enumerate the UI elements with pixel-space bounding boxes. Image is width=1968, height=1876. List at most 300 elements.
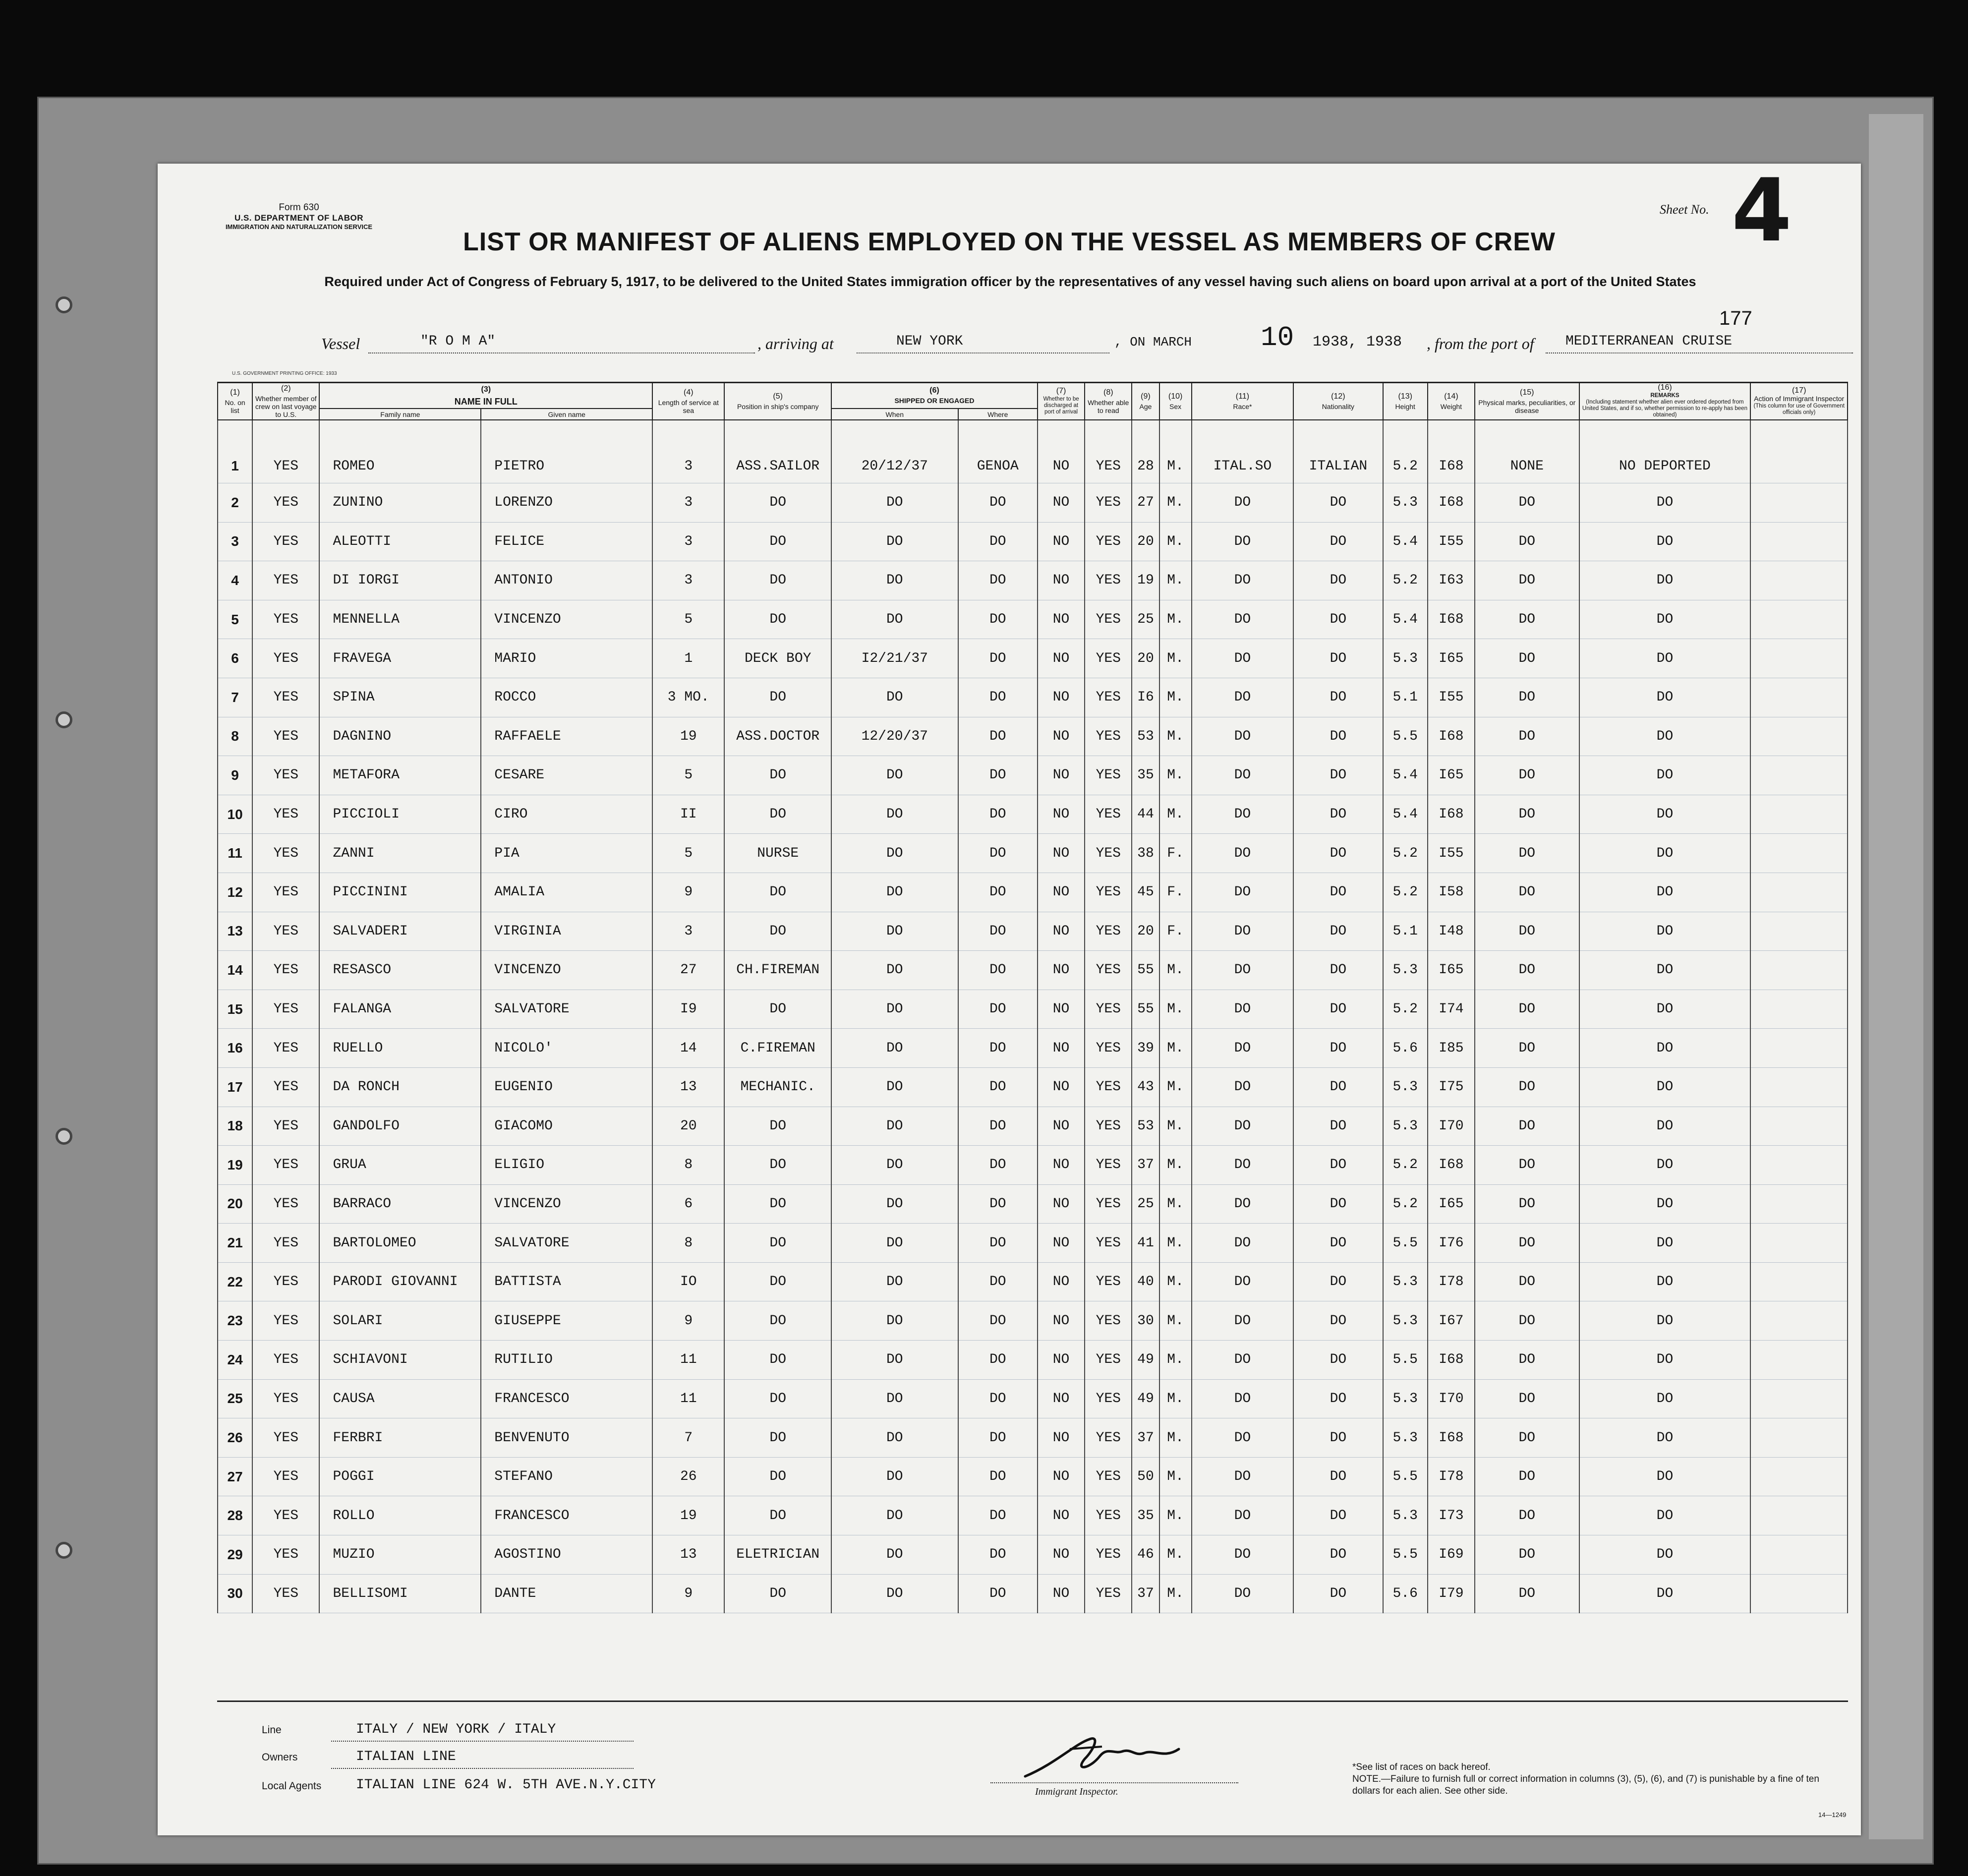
physical-marks-cell: DO xyxy=(1475,1418,1579,1458)
position-cell: DO xyxy=(724,990,831,1029)
sex-cell: M. xyxy=(1159,1107,1192,1146)
form-number: Form 630 xyxy=(279,202,319,213)
position-cell: NURSE xyxy=(724,834,831,873)
service-length-cell: 5 xyxy=(652,834,724,873)
shipped-when-cell: DO xyxy=(831,1262,958,1301)
row-number: 2 xyxy=(218,483,252,523)
nationality-cell: DO xyxy=(1293,678,1383,717)
family-name-cell: FERBRI xyxy=(319,1418,481,1458)
race-cell: DO xyxy=(1192,1418,1293,1458)
sex-cell: M. xyxy=(1159,1184,1192,1224)
binder-hole xyxy=(56,296,72,313)
binder-hole xyxy=(56,1542,72,1559)
table-row xyxy=(218,639,1848,678)
given-name-cell: VINCENZO xyxy=(481,1184,652,1224)
inspector-label: Immigrant Inspector. xyxy=(1035,1786,1118,1797)
crew-last-voyage-cell: YES xyxy=(252,951,319,990)
shipped-where-cell: DO xyxy=(958,795,1038,834)
inspector-action-cell xyxy=(1750,1301,1848,1341)
position-cell: DO xyxy=(724,1224,831,1263)
family-name-cell: PICCIOLI xyxy=(319,795,481,834)
table-row xyxy=(218,717,1848,756)
age-cell: 25 xyxy=(1132,1184,1159,1224)
sex-cell: M. xyxy=(1159,717,1192,756)
discharged-cell: NO xyxy=(1038,1301,1085,1341)
inspector-action-cell xyxy=(1750,522,1848,561)
family-name-cell: SPINA xyxy=(319,678,481,717)
weight-cell: I55 xyxy=(1428,522,1475,561)
family-name-cell: MUZIO xyxy=(319,1535,481,1575)
crew-last-voyage-cell: YES xyxy=(252,717,319,756)
shipped-where-cell: DO xyxy=(958,912,1038,951)
shipped-where-cell: DO xyxy=(958,1224,1038,1263)
given-name-cell: SALVATORE xyxy=(481,990,652,1029)
shipped-when-cell: DO xyxy=(831,1457,958,1496)
position-cell: DO xyxy=(724,1262,831,1301)
shipped-where-cell: DO xyxy=(958,678,1038,717)
weight-cell: I68 xyxy=(1428,483,1475,523)
physical-marks-cell: DO xyxy=(1475,639,1579,678)
crew-last-voyage-cell: YES xyxy=(252,795,319,834)
race-cell: DO xyxy=(1192,678,1293,717)
crew-last-voyage-cell: YES xyxy=(252,1379,319,1418)
position-cell: C.FIREMAN xyxy=(724,1029,831,1068)
shipped-when-cell: 20/12/37 xyxy=(831,420,958,483)
arriving-label: , arriving at xyxy=(757,335,834,352)
service-length-cell: I9 xyxy=(652,990,724,1029)
height-cell: 5.2 xyxy=(1383,990,1428,1029)
height-cell: 5.3 xyxy=(1383,1301,1428,1341)
physical-marks-cell: DO xyxy=(1475,1224,1579,1263)
age-cell: 20 xyxy=(1132,639,1159,678)
height-cell: 5.2 xyxy=(1383,834,1428,873)
table-row xyxy=(218,1341,1848,1380)
height-cell: 5.5 xyxy=(1383,1224,1428,1263)
weight-cell: I69 xyxy=(1428,1535,1475,1575)
remarks-cell: DO xyxy=(1579,1496,1751,1535)
height-cell: 5.5 xyxy=(1383,1457,1428,1496)
discharged-cell: NO xyxy=(1038,873,1085,912)
nationality-cell: DO xyxy=(1293,483,1383,523)
able-to-read-cell: YES xyxy=(1085,912,1132,951)
inspector-action-cell xyxy=(1750,1184,1848,1224)
page-title: LIST OR MANIFEST OF ALIENS EMPLOYED ON THE VESSEL AS MEMBERS OF CREW xyxy=(463,228,1556,256)
position-cell: ELETRICIAN xyxy=(724,1535,831,1575)
service-length-cell: 20 xyxy=(652,1107,724,1146)
shipped-when-cell: I2/21/37 xyxy=(831,639,958,678)
able-to-read-cell: YES xyxy=(1085,795,1132,834)
able-to-read-cell: YES xyxy=(1085,522,1132,561)
given-name-cell: CESARE xyxy=(481,756,652,795)
height-cell: 5.4 xyxy=(1383,522,1428,561)
shipped-where-cell: DO xyxy=(958,756,1038,795)
row-number: 9 xyxy=(218,756,252,795)
row-number: 16 xyxy=(218,1029,252,1068)
owners-rule xyxy=(331,1768,634,1769)
sex-cell: M. xyxy=(1159,1535,1192,1575)
family-name-cell: FALANGA xyxy=(319,990,481,1029)
given-name-cell: ELIGIO xyxy=(481,1146,652,1185)
height-cell: 5.4 xyxy=(1383,795,1428,834)
table-row xyxy=(218,1184,1848,1224)
crew-last-voyage-cell: YES xyxy=(252,1418,319,1458)
table-row xyxy=(218,990,1848,1029)
inspector-action-cell xyxy=(1750,1457,1848,1496)
sex-cell: M. xyxy=(1159,951,1192,990)
race-cell: DO xyxy=(1192,1457,1293,1496)
family-name-cell: DA RONCH xyxy=(319,1067,481,1107)
discharged-cell: NO xyxy=(1038,483,1085,523)
given-name-cell: SALVATORE xyxy=(481,1224,652,1263)
race-cell: DO xyxy=(1192,1146,1293,1185)
column-header-remarks: (16) REMARKS (Including statement whether alien ever ordered deported from United States, and if so, whether permission to re-apply has been obtained) xyxy=(1579,383,1751,420)
discharged-cell: NO xyxy=(1038,756,1085,795)
service-length-cell: 7 xyxy=(652,1418,724,1458)
physical-marks-cell: DO xyxy=(1475,1574,1579,1613)
family-name-cell: ROLLO xyxy=(319,1496,481,1535)
service-length-cell: 9 xyxy=(652,1301,724,1341)
remarks-cell: DO xyxy=(1579,1301,1751,1341)
age-cell: 41 xyxy=(1132,1224,1159,1263)
able-to-read-cell: YES xyxy=(1085,561,1132,600)
remarks-cell: DO xyxy=(1579,1457,1751,1496)
row-number: 13 xyxy=(218,912,252,951)
position-cell: DO xyxy=(724,600,831,639)
weight-cell: I68 xyxy=(1428,795,1475,834)
shipped-where-cell: DO xyxy=(958,639,1038,678)
sex-cell: M. xyxy=(1159,420,1192,483)
able-to-read-cell: YES xyxy=(1085,1535,1132,1575)
table-row xyxy=(218,1535,1848,1575)
service-length-cell: 3 xyxy=(652,912,724,951)
physical-marks-cell: DO xyxy=(1475,522,1579,561)
position-cell: MECHANIC. xyxy=(724,1067,831,1107)
given-name-cell: FRANCESCO xyxy=(481,1379,652,1418)
able-to-read-cell: YES xyxy=(1085,1418,1132,1458)
remarks-cell: DO xyxy=(1579,483,1751,523)
shipped-where-cell: DO xyxy=(958,1029,1038,1068)
table-row xyxy=(218,1457,1848,1496)
table-row xyxy=(218,795,1848,834)
age-cell: 55 xyxy=(1132,951,1159,990)
sex-cell: M. xyxy=(1159,1224,1192,1263)
position-cell: DO xyxy=(724,1496,831,1535)
shipped-when-cell: DO xyxy=(831,756,958,795)
physical-marks-cell: DO xyxy=(1475,600,1579,639)
nationality-cell: DO xyxy=(1293,1574,1383,1613)
age-cell: 35 xyxy=(1132,756,1159,795)
remarks-cell: DO xyxy=(1579,912,1751,951)
able-to-read-cell: YES xyxy=(1085,1146,1132,1185)
row-number: 11 xyxy=(218,834,252,873)
family-name-cell: DAGNINO xyxy=(319,717,481,756)
local-agents-label: Local Agents xyxy=(262,1780,322,1792)
able-to-read-cell: YES xyxy=(1085,1067,1132,1107)
weight-cell: I78 xyxy=(1428,1457,1475,1496)
crew-last-voyage-cell: YES xyxy=(252,1029,319,1068)
sex-cell: M. xyxy=(1159,1301,1192,1341)
discharged-cell: NO xyxy=(1038,1418,1085,1458)
weight-cell: I70 xyxy=(1428,1107,1475,1146)
able-to-read-cell: YES xyxy=(1085,756,1132,795)
shipped-when-cell: DO xyxy=(831,834,958,873)
manifest-footer xyxy=(217,1700,1848,1821)
shipped-when-cell: DO xyxy=(831,1496,958,1535)
position-cell: DO xyxy=(724,1574,831,1613)
position-cell: DO xyxy=(724,795,831,834)
race-cell: DO xyxy=(1192,1574,1293,1613)
able-to-read-cell: YES xyxy=(1085,951,1132,990)
position-cell: DO xyxy=(724,678,831,717)
page-stamp-number: 177 xyxy=(1719,307,1752,329)
vessel-rule xyxy=(368,352,755,353)
shipped-where-cell: DO xyxy=(958,1146,1038,1185)
nationality-cell: DO xyxy=(1293,1535,1383,1575)
shipped-where-cell: DO xyxy=(958,1574,1038,1613)
nationality-cell: DO xyxy=(1293,1224,1383,1263)
crew-last-voyage-cell: YES xyxy=(252,873,319,912)
table-row xyxy=(218,1418,1848,1458)
table-row xyxy=(218,600,1848,639)
shipped-where-cell: DO xyxy=(958,1496,1038,1535)
discharged-cell: NO xyxy=(1038,1262,1085,1301)
height-cell: 5.5 xyxy=(1383,1341,1428,1380)
table-row xyxy=(218,1146,1848,1185)
position-cell: DO xyxy=(724,1418,831,1458)
table-row xyxy=(218,1067,1848,1107)
service-length-cell: 3 xyxy=(652,561,724,600)
family-name-cell: ALEOTTI xyxy=(319,522,481,561)
crew-last-voyage-cell: YES xyxy=(252,678,319,717)
position-cell: CH.FIREMAN xyxy=(724,951,831,990)
race-cell: DO xyxy=(1192,522,1293,561)
remarks-cell: DO xyxy=(1579,1224,1751,1263)
age-cell: 39 xyxy=(1132,1029,1159,1068)
inspector-action-cell xyxy=(1750,873,1848,912)
crew-last-voyage-cell: YES xyxy=(252,561,319,600)
physical-marks-cell: NONE xyxy=(1475,420,1579,483)
department-name: U.S. DEPARTMENT OF LABOR xyxy=(234,213,364,223)
shipped-when-cell: DO xyxy=(831,912,958,951)
height-cell: 5.3 xyxy=(1383,1262,1428,1301)
weight-cell: I65 xyxy=(1428,951,1475,990)
sex-cell: M. xyxy=(1159,1379,1192,1418)
given-name-cell: LORENZO xyxy=(481,483,652,523)
inspector-rule xyxy=(990,1782,1238,1783)
able-to-read-cell: YES xyxy=(1085,639,1132,678)
manifest-sheet xyxy=(158,161,1861,1835)
physical-marks-cell: DO xyxy=(1475,1029,1579,1068)
given-name-cell: DANTE xyxy=(481,1574,652,1613)
sex-cell: M. xyxy=(1159,1574,1192,1613)
service-length-cell: 13 xyxy=(652,1535,724,1575)
given-name-cell: ANTONIO xyxy=(481,561,652,600)
discharged-cell: NO xyxy=(1038,1496,1085,1535)
shipped-when-cell: DO xyxy=(831,1379,958,1418)
sex-cell: M. xyxy=(1159,1262,1192,1301)
races-note: *See list of races on back hereof. xyxy=(1352,1762,1491,1772)
service-length-cell: 8 xyxy=(652,1146,724,1185)
shipped-when-cell: DO xyxy=(831,561,958,600)
position-cell: DO xyxy=(724,1457,831,1496)
shipped-where-cell: DO xyxy=(958,1535,1038,1575)
owners-label: Owners xyxy=(262,1752,298,1763)
shipped-when-cell: DO xyxy=(831,1418,958,1458)
age-cell: 53 xyxy=(1132,717,1159,756)
row-number: 1 xyxy=(218,420,252,483)
shipped-where-cell: DO xyxy=(958,1418,1038,1458)
position-cell: DO xyxy=(724,561,831,600)
sheet-number: 4 xyxy=(1732,161,1792,261)
table-row xyxy=(218,1029,1848,1068)
age-cell: 19 xyxy=(1132,561,1159,600)
physical-marks-cell: DO xyxy=(1475,1341,1579,1380)
sex-cell: M. xyxy=(1159,1496,1192,1535)
inspector-action-cell xyxy=(1750,1262,1848,1301)
row-number: 8 xyxy=(218,717,252,756)
height-cell: 5.3 xyxy=(1383,639,1428,678)
remarks-cell: DO xyxy=(1579,1107,1751,1146)
shipped-where-cell: DO xyxy=(958,483,1038,523)
service-length-cell: 26 xyxy=(652,1457,724,1496)
column-header-sex: (10) Sex xyxy=(1159,383,1192,420)
physical-marks-cell: DO xyxy=(1475,756,1579,795)
able-to-read-cell: YES xyxy=(1085,1341,1132,1380)
family-name-cell: CAUSA xyxy=(319,1379,481,1418)
race-cell: DO xyxy=(1192,1301,1293,1341)
table-row xyxy=(218,1574,1848,1613)
remarks-cell: DO xyxy=(1579,1262,1751,1301)
shipped-when-cell: DO xyxy=(831,795,958,834)
height-cell: 5.2 xyxy=(1383,420,1428,483)
discharged-cell: NO xyxy=(1038,1535,1085,1575)
weight-cell: I68 xyxy=(1428,1146,1475,1185)
service-length-cell: 19 xyxy=(652,717,724,756)
physical-marks-cell: DO xyxy=(1475,873,1579,912)
family-name-cell: PARODI GIOVANNI xyxy=(319,1262,481,1301)
crew-last-voyage-cell: YES xyxy=(252,639,319,678)
race-cell: DO xyxy=(1192,795,1293,834)
inspector-action-cell xyxy=(1750,1107,1848,1146)
from-port: MEDITERRANEAN CRUISE xyxy=(1565,334,1733,349)
weight-cell: I85 xyxy=(1428,1029,1475,1068)
discharged-cell: NO xyxy=(1038,1457,1085,1496)
discharged-cell: NO xyxy=(1038,1067,1085,1107)
shipped-where-cell: DO xyxy=(958,1184,1038,1224)
inspector-action-cell xyxy=(1750,1496,1848,1535)
age-cell: 35 xyxy=(1132,1496,1159,1535)
service-length-cell: 13 xyxy=(652,1067,724,1107)
shipped-when-cell: DO xyxy=(831,1107,958,1146)
race-cell: ITAL.SO xyxy=(1192,420,1293,483)
weight-cell: I79 xyxy=(1428,1574,1475,1613)
inspector-action-cell xyxy=(1750,1341,1848,1380)
age-cell: 53 xyxy=(1132,1107,1159,1146)
height-cell: 5.3 xyxy=(1383,483,1428,523)
position-cell: DO xyxy=(724,1184,831,1224)
nationality-cell: DO xyxy=(1293,990,1383,1029)
shipped-where-cell: DO xyxy=(958,1379,1038,1418)
shipped-when-cell: DO xyxy=(831,1184,958,1224)
race-cell: DO xyxy=(1192,834,1293,873)
weight-cell: I73 xyxy=(1428,1496,1475,1535)
inspector-action-cell xyxy=(1750,912,1848,951)
weight-cell: I58 xyxy=(1428,873,1475,912)
table-row xyxy=(218,912,1848,951)
inspector-action-cell xyxy=(1750,1574,1848,1613)
race-cell: DO xyxy=(1192,1262,1293,1301)
inspector-action-cell xyxy=(1750,1418,1848,1458)
nationality-cell: DO xyxy=(1293,600,1383,639)
shipped-when-cell: DO xyxy=(831,1341,958,1380)
crew-last-voyage-cell: YES xyxy=(252,1067,319,1107)
sex-cell: M. xyxy=(1159,1029,1192,1068)
given-name-cell: GIUSEPPE xyxy=(481,1301,652,1341)
shipped-where-cell: DO xyxy=(958,1107,1038,1146)
remarks-cell: DO xyxy=(1579,1379,1751,1418)
from-port-label: , from the port of xyxy=(1427,335,1534,352)
nationality-cell: DO xyxy=(1293,1067,1383,1107)
height-cell: 5.2 xyxy=(1383,1146,1428,1185)
weight-cell: I78 xyxy=(1428,1262,1475,1301)
given-name-cell: RAFFAELE xyxy=(481,717,652,756)
shipped-when-cell: DO xyxy=(831,522,958,561)
family-name-cell: PICCININI xyxy=(319,873,481,912)
given-name-cell: STEFANO xyxy=(481,1457,652,1496)
family-name-cell: FRAVEGA xyxy=(319,639,481,678)
inspector-action-cell xyxy=(1750,834,1848,873)
height-cell: 5.5 xyxy=(1383,717,1428,756)
service-length-cell: II xyxy=(652,795,724,834)
family-name-cell: GANDOLFO xyxy=(319,1107,481,1146)
family-name-cell: METAFORA xyxy=(319,756,481,795)
crew-last-voyage-cell: YES xyxy=(252,1341,319,1380)
on-date-label: , ON MARCH xyxy=(1114,335,1192,350)
weight-cell: I68 xyxy=(1428,1418,1475,1458)
service-length-cell: 19 xyxy=(652,1496,724,1535)
shipped-when-cell: DO xyxy=(831,1029,958,1068)
line-rule xyxy=(331,1741,634,1742)
row-number: 4 xyxy=(218,561,252,600)
remarks-cell: DO xyxy=(1579,561,1751,600)
inspector-action-cell xyxy=(1750,561,1848,600)
weight-cell: I48 xyxy=(1428,912,1475,951)
nationality-cell: DO xyxy=(1293,1418,1383,1458)
nationality-cell: DO xyxy=(1293,561,1383,600)
weight-cell: I70 xyxy=(1428,1379,1475,1418)
discharged-cell: NO xyxy=(1038,1029,1085,1068)
service-length-cell: 9 xyxy=(652,873,724,912)
family-name-cell: RUELLO xyxy=(319,1029,481,1068)
table-row xyxy=(218,483,1848,523)
service-length-cell: 3 xyxy=(652,483,724,523)
shipped-where-cell: DO xyxy=(958,1262,1038,1301)
nationality-cell: DO xyxy=(1293,795,1383,834)
given-name-cell: VINCENZO xyxy=(481,600,652,639)
given-name-cell: VIRGINIA xyxy=(481,912,652,951)
discharged-cell: NO xyxy=(1038,639,1085,678)
column-header-shipped: (6) SHIPPED OR ENGAGED xyxy=(831,383,1038,409)
shipped-when-cell: DO xyxy=(831,1535,958,1575)
weight-cell: I68 xyxy=(1428,420,1475,483)
table-row xyxy=(218,1262,1848,1301)
physical-marks-cell: DO xyxy=(1475,561,1579,600)
remarks-cell: DO xyxy=(1579,678,1751,717)
family-name-cell: MENNELLA xyxy=(319,600,481,639)
family-name-cell: GRUA xyxy=(319,1146,481,1185)
position-cell: DO xyxy=(724,912,831,951)
weight-cell: I75 xyxy=(1428,1067,1475,1107)
